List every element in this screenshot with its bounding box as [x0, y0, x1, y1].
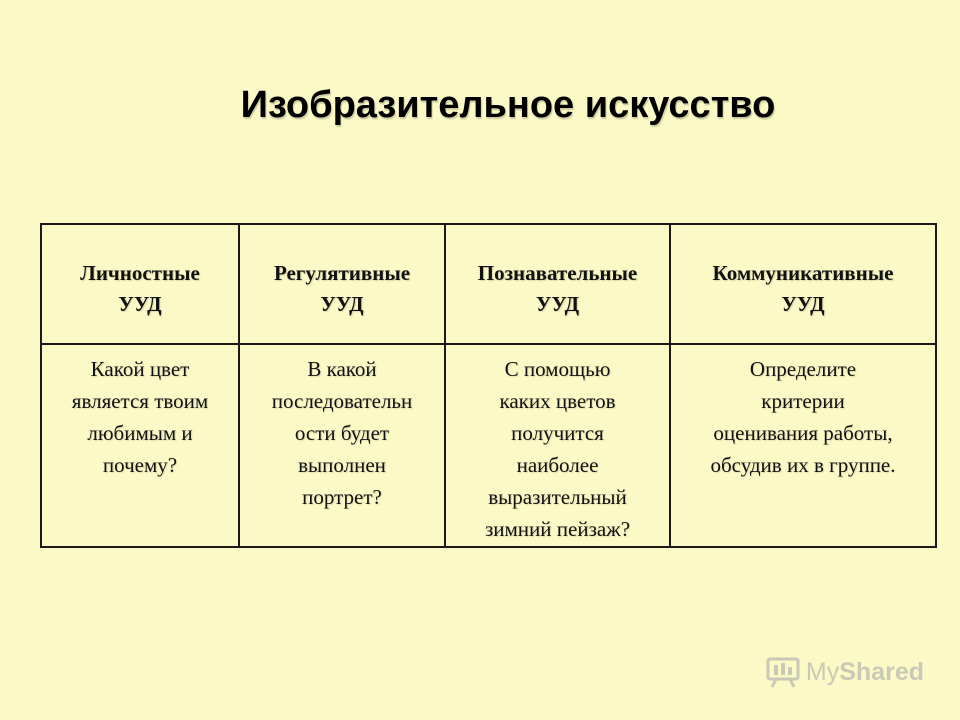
header-communicative [670, 224, 936, 344]
table-row [41, 344, 936, 547]
cell-line: ости будет [294, 421, 390, 445]
cell-line: оценивания работы, [713, 421, 893, 445]
header-line: УУД [320, 292, 364, 316]
watermark-suffix: Shared [839, 657, 924, 686]
header-line: Познавательные [477, 261, 638, 285]
header-line: УУД [781, 292, 825, 316]
cell-cognitive [445, 344, 670, 547]
slide-title: Изобразительное искусство [240, 84, 776, 126]
cell-line: В какой [307, 357, 377, 381]
cell-communicative [670, 344, 936, 547]
cell-line: С помощью [504, 357, 611, 381]
cell-line: является твоим [71, 389, 209, 413]
header-cognitive [445, 224, 670, 344]
header-line: Коммуникативные [712, 261, 894, 285]
cell-line: каких цветов [499, 389, 616, 413]
cell-line: любимым и [87, 421, 193, 445]
header-line: Регулятивные [273, 261, 411, 285]
cell-line: портрет? [302, 485, 382, 509]
cell-line: наиболее [516, 453, 599, 477]
table-header-row [41, 224, 936, 344]
watermark-prefix: My [805, 657, 840, 686]
header-line: УУД [535, 292, 580, 316]
header-line: Личностные [80, 261, 200, 285]
cell-line: почему? [102, 453, 178, 477]
cell-line: обсудив их в группе. [710, 453, 896, 477]
header-regulatory [239, 224, 445, 344]
myshared-watermark [766, 655, 924, 689]
cell-line: получится [511, 421, 604, 445]
header-line: УУД [118, 292, 162, 316]
header-personal [41, 224, 239, 344]
cell-line: Какой цвет [90, 357, 190, 381]
cell-line: выполнен [298, 453, 386, 477]
cell-line: последовательн [271, 389, 413, 413]
uud-table [40, 223, 937, 548]
cell-line: выразительный [488, 485, 627, 509]
cell-regulatory [239, 344, 445, 547]
cell-line: критерии [761, 389, 845, 413]
watermark-text [806, 658, 924, 687]
cell-line: Определите [749, 357, 857, 381]
cell-line: зимний пейзаж? [484, 517, 631, 541]
presentation-icon [766, 655, 800, 689]
cell-personal [41, 344, 239, 547]
